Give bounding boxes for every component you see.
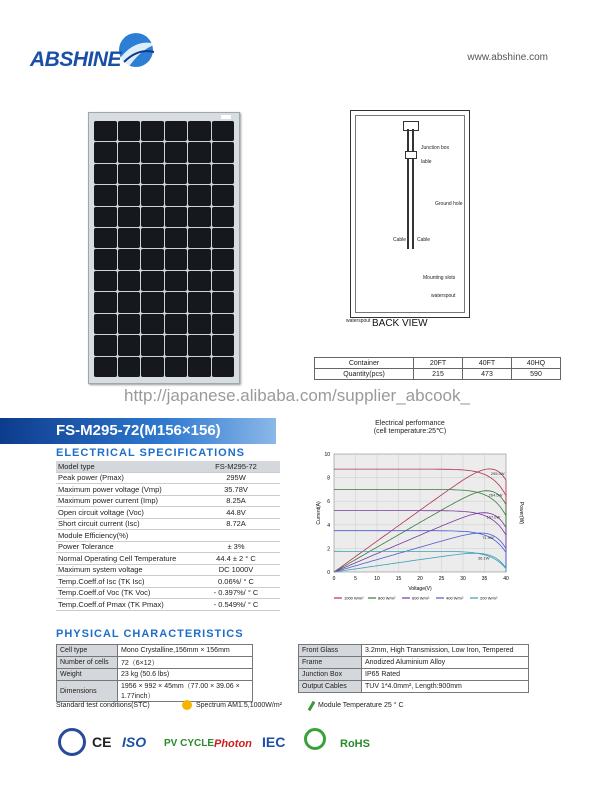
thermometer-icon	[308, 701, 316, 711]
solar-cell	[141, 142, 164, 162]
solar-cell	[212, 292, 235, 312]
power-label: 264.5W	[488, 492, 503, 498]
physical-table-left	[56, 644, 253, 702]
solar-cell	[165, 357, 188, 377]
spec-value: 44.8V	[192, 507, 280, 519]
spec-row	[56, 599, 280, 611]
packing-cell: 590	[512, 369, 561, 380]
mounting-slots-label: Mounting slots	[423, 275, 456, 281]
physical-value: TUV 1*4.0mm², Length:900mm	[362, 681, 529, 693]
iec-logo: IEC	[262, 734, 286, 750]
solar-cell	[118, 271, 141, 291]
solar-cell	[118, 142, 141, 162]
packing-header: Container	[315, 358, 414, 369]
solar-cell	[94, 207, 117, 227]
solar-cell	[94, 335, 117, 355]
spec-label: Maximum system voltage	[56, 564, 192, 576]
spec-row	[56, 518, 280, 530]
physical-row	[299, 669, 529, 681]
solar-cell	[141, 228, 164, 248]
solar-cell	[141, 249, 164, 269]
solar-cell	[165, 185, 188, 205]
physical-label: Cell type	[57, 645, 118, 657]
rohs-logo: RoHS	[340, 738, 370, 750]
watermark-url: http://japanese.alibaba.com/supplier_abcook_	[124, 386, 470, 405]
solar-cell	[118, 249, 141, 269]
website-link[interactable]: www.abshine.com	[467, 52, 548, 63]
junction-box-label: Junction box	[421, 145, 450, 151]
solar-cell	[188, 357, 211, 377]
physical-value: Mono Crystalline,156mm × 156mm	[118, 645, 253, 657]
solar-cell	[165, 164, 188, 184]
packing-row	[315, 369, 561, 380]
waterspout-left-label: waterspout	[346, 318, 371, 324]
physical-label: Junction Box	[299, 669, 362, 681]
chart-ytick: 10	[324, 452, 330, 458]
packing-header-row	[315, 358, 561, 369]
spec-value: 44.4 ± 2 ° C	[192, 553, 280, 565]
legend-label: 800 W/m²	[378, 595, 396, 601]
chart-title	[360, 420, 460, 435]
solar-cell	[141, 185, 164, 205]
spec-value: 8.25A	[192, 495, 280, 507]
solar-cell	[212, 207, 235, 227]
solar-cell	[188, 271, 211, 291]
solar-cell	[118, 164, 141, 184]
chart-xtick: 0	[332, 576, 336, 582]
chart-xtick: 35	[481, 576, 488, 582]
chart-ytick: 2	[327, 546, 330, 553]
physical-label: Frame	[299, 657, 362, 669]
solar-cell	[118, 335, 141, 355]
packing-cell: Quantity(pcs)	[315, 369, 414, 380]
solar-cell	[165, 271, 188, 291]
chart-subtitle: (cell temperature:25℃)	[373, 428, 447, 435]
legend-label: 1000 W/m²	[344, 595, 364, 601]
physical-title: PHYSICAL CHARACTERISTICS	[56, 628, 244, 640]
back-view-drawing	[350, 110, 470, 318]
physical-row	[299, 645, 529, 657]
spec-label: Model type	[56, 461, 192, 472]
solar-cell	[118, 228, 141, 248]
solar-cell	[141, 164, 164, 184]
solar-cell	[165, 142, 188, 162]
solar-cell	[94, 164, 117, 184]
spec-row	[56, 541, 280, 553]
stc-label: Standard test conditions(STC)	[56, 702, 150, 709]
solar-cell	[188, 335, 211, 355]
physical-row	[299, 657, 529, 669]
power-label: 295.0W	[490, 470, 505, 476]
spec-row	[56, 484, 280, 496]
spec-label: Module Efficiency(%)	[56, 530, 192, 542]
spec-value: DC 1000V	[192, 564, 280, 576]
solar-cell	[94, 249, 117, 269]
solar-cell	[118, 357, 141, 377]
spec-value: 35.78V	[192, 484, 280, 496]
physical-label: Front Glass	[299, 645, 362, 657]
solar-cell	[188, 249, 211, 269]
chart-xtick: 5	[354, 576, 357, 582]
solar-cell	[141, 271, 164, 291]
solar-cell	[118, 314, 141, 334]
model-banner: FS-M295-72(M156×156)	[0, 418, 276, 444]
legend-label: 200 W/m²	[480, 595, 498, 601]
solar-cell	[141, 335, 164, 355]
power-label: 36.1W	[477, 555, 490, 561]
physical-row	[57, 645, 253, 657]
legend-label: 400 W/m²	[446, 595, 464, 601]
lable-label: lable	[421, 159, 432, 165]
packing-header: 40FT	[463, 358, 512, 369]
chart-ytick: 6	[327, 499, 330, 506]
chart-xlabel: Voltage(V)	[408, 586, 432, 592]
solar-cell	[212, 335, 235, 355]
solar-cell	[188, 142, 211, 162]
cable-right-label: Cable	[417, 237, 431, 243]
solar-cell	[212, 121, 235, 141]
chart-ytick: 0	[327, 570, 330, 576]
physical-label: Weight	[57, 669, 118, 681]
spec-value: 295W	[192, 472, 280, 484]
physical-value: 3.2mm, High Transmission, Low Iron, Tempered	[362, 645, 529, 657]
chart-xtick: 15	[395, 576, 402, 582]
stc-module-temp: Module Temperature 25 ° C	[318, 702, 404, 709]
solar-cell	[212, 228, 235, 248]
chart-xtick: 40	[503, 576, 509, 582]
physical-row	[299, 681, 529, 693]
spec-label: Temp.Coeff.of Isc (TK Isc)	[56, 576, 192, 588]
spec-label: Maximum power voltage (Vmp)	[56, 484, 192, 496]
electrical-title: ELECTRICAL SPECIFICATIONS	[56, 447, 245, 459]
spec-row	[56, 576, 280, 588]
iso-logo: ISO	[122, 734, 147, 750]
spec-row	[56, 564, 280, 576]
solar-cell	[212, 314, 235, 334]
solar-cell	[118, 185, 141, 205]
solar-cell	[118, 207, 141, 227]
spec-value	[192, 530, 280, 542]
physical-value: 1956 × 992 × 45mm（77.00 × 39.06 × 1.77inch）	[118, 681, 253, 702]
physical-value: Anodized Aluminium Alloy	[362, 657, 529, 669]
legend-label: 600 W/m²	[412, 595, 430, 601]
chart-xtick: 30	[460, 576, 466, 582]
solar-cell	[118, 121, 141, 141]
chart-ylabel: Current(A)	[316, 501, 322, 525]
solar-cell	[165, 207, 188, 227]
solar-cell	[188, 164, 211, 184]
solar-cell	[141, 357, 164, 377]
solar-cell	[165, 228, 188, 248]
spec-value: FS-M295-72	[192, 461, 280, 472]
solar-panel-image	[88, 112, 240, 384]
solar-cell	[188, 121, 211, 141]
solar-cell	[118, 292, 141, 312]
spec-label: Temp.Coeff.of Pmax (TK Pmax)	[56, 599, 192, 611]
solar-cell	[94, 185, 117, 205]
chart-title-line: Electrical performance	[375, 420, 445, 427]
solar-cell	[94, 142, 117, 162]
solar-cell	[94, 228, 117, 248]
packing-cell: 215	[414, 369, 463, 380]
chart-y2label: Power(W)	[518, 501, 524, 525]
chart-ytick: 4	[327, 522, 330, 529]
solar-cell	[141, 121, 164, 141]
spec-row	[56, 495, 280, 507]
chart-xtick: 10	[374, 576, 380, 582]
spec-label: Peak power (Pmax)	[56, 472, 192, 484]
pv-cycle-logo: PV CYCLE	[164, 738, 215, 749]
physical-row	[57, 681, 253, 702]
physical-value: 72（6×12）	[118, 657, 253, 669]
spec-value: 0.06%/ ° C	[192, 576, 280, 588]
solar-cell	[165, 314, 188, 334]
power-label: 167.6W	[486, 514, 501, 520]
solar-cell	[165, 121, 188, 141]
solar-cell	[188, 207, 211, 227]
solar-cell	[212, 142, 235, 162]
physical-row	[57, 669, 253, 681]
spec-row	[56, 587, 280, 599]
packing-table	[314, 357, 561, 380]
packing-header: 40HQ	[512, 358, 561, 369]
spec-label: Open circuit voltage (Voc)	[56, 507, 192, 519]
spec-value: ± 3%	[192, 541, 280, 553]
solar-cell	[94, 271, 117, 291]
clean-energy-council-icon	[304, 728, 326, 750]
solar-cell	[212, 164, 235, 184]
tuv-logo-icon	[58, 728, 86, 756]
solar-cell	[188, 292, 211, 312]
spec-row	[56, 553, 280, 565]
stc-spectrum: Spectrum AM1.5,1000W/m²	[196, 702, 282, 709]
electrical-table	[56, 461, 280, 611]
physical-label: Number of cells	[57, 657, 118, 669]
spec-value: - 0.397%/ ° C	[192, 587, 280, 599]
waterspout-right-label: waterspout	[431, 293, 456, 299]
solar-cell	[141, 314, 164, 334]
chart-xtick: 25	[438, 576, 445, 582]
solar-cell	[212, 249, 235, 269]
spec-value: - 0.549%/ ° C	[192, 599, 280, 611]
physical-label: Dimensions	[57, 681, 118, 702]
solar-cell	[212, 185, 235, 205]
cable-left-label: Cable	[393, 237, 407, 243]
sun-icon	[182, 700, 192, 710]
solar-cell	[94, 357, 117, 377]
ce-logo: CE	[92, 734, 112, 750]
solar-cell	[94, 121, 117, 141]
chart-xtick: 20	[417, 576, 423, 582]
physical-value: IP65 Rated	[362, 669, 529, 681]
solar-cell	[188, 185, 211, 205]
brand-name: ABSHINE	[30, 48, 122, 71]
packing-cell: 473	[463, 369, 512, 380]
spec-row	[56, 461, 280, 472]
solar-cell	[165, 249, 188, 269]
spec-label: Temp.Coeff.of Voc (TK Voc)	[56, 587, 192, 599]
solar-cell	[212, 357, 235, 377]
chart-ytick: 8	[327, 475, 330, 482]
spec-row	[56, 530, 280, 542]
solar-cell	[212, 271, 235, 291]
back-view-title: BACK VIEW	[372, 318, 428, 329]
physical-value: 23 kg (50.6 lbs)	[118, 669, 253, 681]
solar-cell	[188, 228, 211, 248]
spec-label: Short circuit current (Isc)	[56, 518, 192, 530]
solar-cell	[188, 314, 211, 334]
spec-label: Normal Operating Cell Temperature	[56, 553, 192, 565]
iv-chart	[296, 440, 536, 620]
physical-label: Output Cables	[299, 681, 362, 693]
spec-row	[56, 472, 280, 484]
solar-cell	[94, 314, 117, 334]
ground-hole-label: Ground hole	[435, 201, 463, 207]
packing-header: 20FT	[414, 358, 463, 369]
solar-cell	[165, 335, 188, 355]
solar-cell	[141, 207, 164, 227]
physical-table-right	[298, 644, 529, 693]
photon-logo: Photon	[214, 738, 252, 750]
solar-cell	[165, 292, 188, 312]
spec-row	[56, 507, 280, 519]
spec-label: Maximum power current (Imp)	[56, 495, 192, 507]
solar-cell	[94, 292, 117, 312]
junction-box-shape	[403, 121, 419, 131]
spec-label: Power Tolerance	[56, 541, 192, 553]
power-label: 71.9W	[482, 535, 494, 541]
physical-row	[57, 657, 253, 669]
solar-cell	[141, 292, 164, 312]
spec-value: 8.72A	[192, 518, 280, 530]
